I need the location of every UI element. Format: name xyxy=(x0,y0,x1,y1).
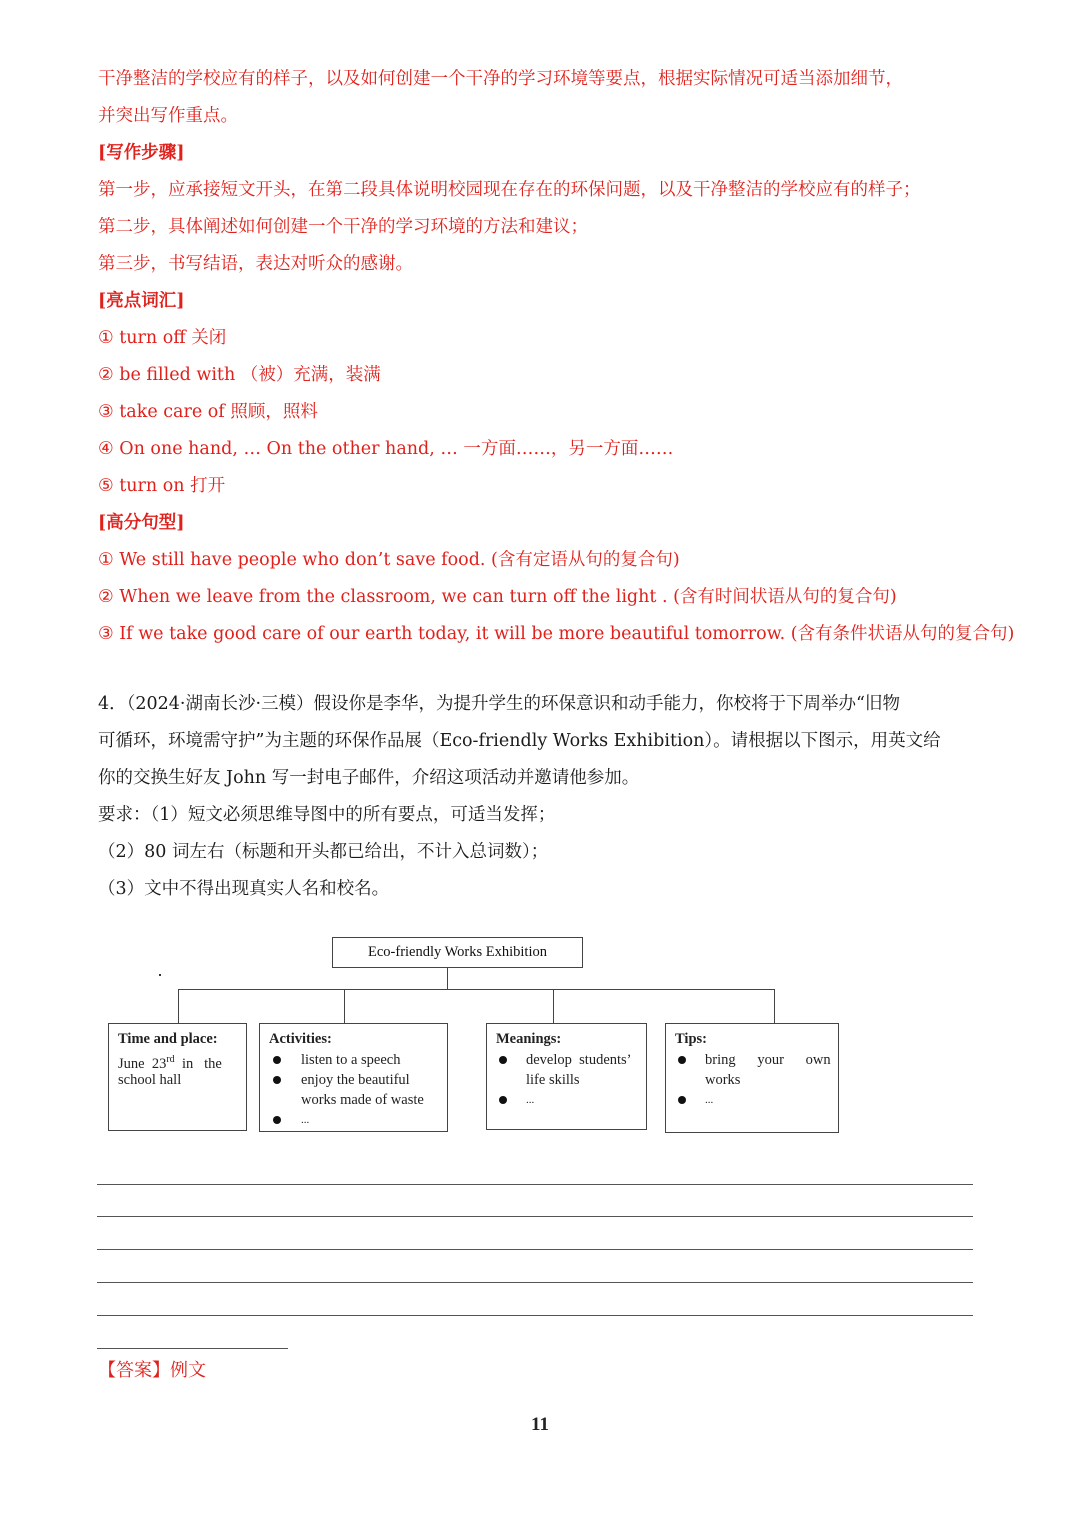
intro-line-1: 干净整洁的学校应有的样子，以及如何创建一个干净的学习环境等要点，根据实际情况可适当添加细节， xyxy=(98,69,903,89)
step-2: 第二步，具体阐述如何创建一个干净的学习环境的方法和建议； xyxy=(98,217,588,237)
question-line-2: 可循环，环境需守护”为主题的环保作品展（Eco-friendly Works Exhibition）。请根据以下图示，用英文给 xyxy=(98,731,941,751)
writing-line xyxy=(97,1249,973,1250)
connector-4 xyxy=(774,989,775,1023)
writing-line xyxy=(97,1216,973,1217)
bullet-icon xyxy=(273,1116,281,1124)
time-place-box xyxy=(108,1023,247,1131)
step-1: 第一步，应承接短文开头，在第二段具体说明校园现在存在的环保问题，以及干净整洁的学校应有的样子； xyxy=(98,180,921,200)
diagram-title: Eco-friendly Works Exhibition xyxy=(368,944,547,960)
connector-3 xyxy=(553,989,554,1023)
footnote-rule xyxy=(97,1348,288,1349)
activities-title: Activities: xyxy=(269,1031,332,1047)
activity-2: enjoy the beautiful xyxy=(301,1072,410,1088)
sentences-header: [高分句型] xyxy=(98,513,185,533)
tips-title: Tips: xyxy=(675,1031,707,1047)
bullet-icon xyxy=(499,1056,507,1064)
meaning-1-cont: life skills xyxy=(526,1072,580,1088)
question-line-3: 你的交换生好友 John 写一封电子邮件，介绍这项活动并邀请他参加。 xyxy=(98,768,640,788)
vocab-item-3: ③ take care of 照顾，照料 xyxy=(98,402,318,422)
meaning-1: develop students’ xyxy=(526,1052,632,1068)
answer-label: 【答案】例文 xyxy=(98,1360,206,1381)
time-place-title: Time and place: xyxy=(118,1031,218,1047)
intro-line-2: 并突出写作重点。 xyxy=(98,106,238,126)
connector-2 xyxy=(344,989,345,1023)
date-text: June 23 xyxy=(118,1055,167,1072)
tips-box xyxy=(665,1023,839,1133)
sentence-2: ② When we leave from the classroom, we can turn off the light . (含有时间状语从句的复合句) xyxy=(98,587,897,607)
tip-1-cont: works xyxy=(705,1072,741,1088)
connector-1 xyxy=(178,989,179,1023)
meanings-box xyxy=(486,1023,647,1130)
vocab-item-5: ⑤ turn on 打开 xyxy=(98,476,226,496)
writing-line xyxy=(97,1282,973,1283)
bullet-icon xyxy=(273,1076,281,1084)
vocab-item-4: ④ On one hand, … On the other hand, … 一方面……，另一方面…… xyxy=(98,439,674,459)
requirement-2: （2）80 词左右（标题和开头都已给出，不计入总词数）； xyxy=(98,842,549,862)
sentence-1: ① We still have people who don’t save food. (含有定语从句的复合句) xyxy=(98,550,680,570)
requirement-1: 要求：（1）短文必须思维导图中的所有要点，可适当发挥； xyxy=(98,805,556,825)
activity-3: ... xyxy=(301,1114,310,1126)
activity-1: listen to a speech xyxy=(301,1052,401,1068)
connector-stem xyxy=(447,968,448,989)
meaning-2: ... xyxy=(526,1094,535,1106)
date-text-b: in the xyxy=(174,1055,222,1072)
time-place-location: school hall xyxy=(118,1072,182,1088)
sentence-3: ③ If we take good care of our earth today, it will be more beautiful tomorrow. (含有条件状语从句的复合句) xyxy=(98,624,1015,644)
connector-bar xyxy=(178,989,775,990)
bullet-icon xyxy=(678,1056,686,1064)
tip-1: bring your own xyxy=(705,1052,831,1068)
vocab-item-2: ② be filled with （被）充满，装满 xyxy=(98,365,381,385)
bullet-icon xyxy=(499,1096,507,1104)
stray-dot xyxy=(159,974,161,976)
date-sup: rd xyxy=(166,1054,175,1065)
step-3: 第三步，书写结语，表达对听众的感谢。 xyxy=(98,254,413,274)
writing-line xyxy=(97,1184,973,1185)
meanings-title: Meanings: xyxy=(496,1031,562,1047)
vocab-header: [亮点词汇] xyxy=(98,291,185,311)
activity-2-cont: works made of waste xyxy=(301,1092,424,1108)
vocab-item-1: ① turn off 关闭 xyxy=(98,328,227,348)
writing-line xyxy=(97,1315,973,1316)
question-line-1: 4．（2024·湖南长沙·三模）假设你是李华，为提升学生的环保意识和动手能力，你校将于下周举办“旧物 xyxy=(98,694,900,714)
page-number: 11 xyxy=(531,1414,549,1435)
bullet-icon xyxy=(678,1096,686,1104)
requirement-3: （3）文中不得出现真实人名和校名。 xyxy=(98,879,390,899)
activities-box xyxy=(259,1023,448,1132)
steps-header: [写作步骤] xyxy=(98,143,185,163)
diagram-title-box xyxy=(332,937,583,968)
bullet-icon xyxy=(273,1056,281,1064)
tip-2: ... xyxy=(705,1094,714,1106)
